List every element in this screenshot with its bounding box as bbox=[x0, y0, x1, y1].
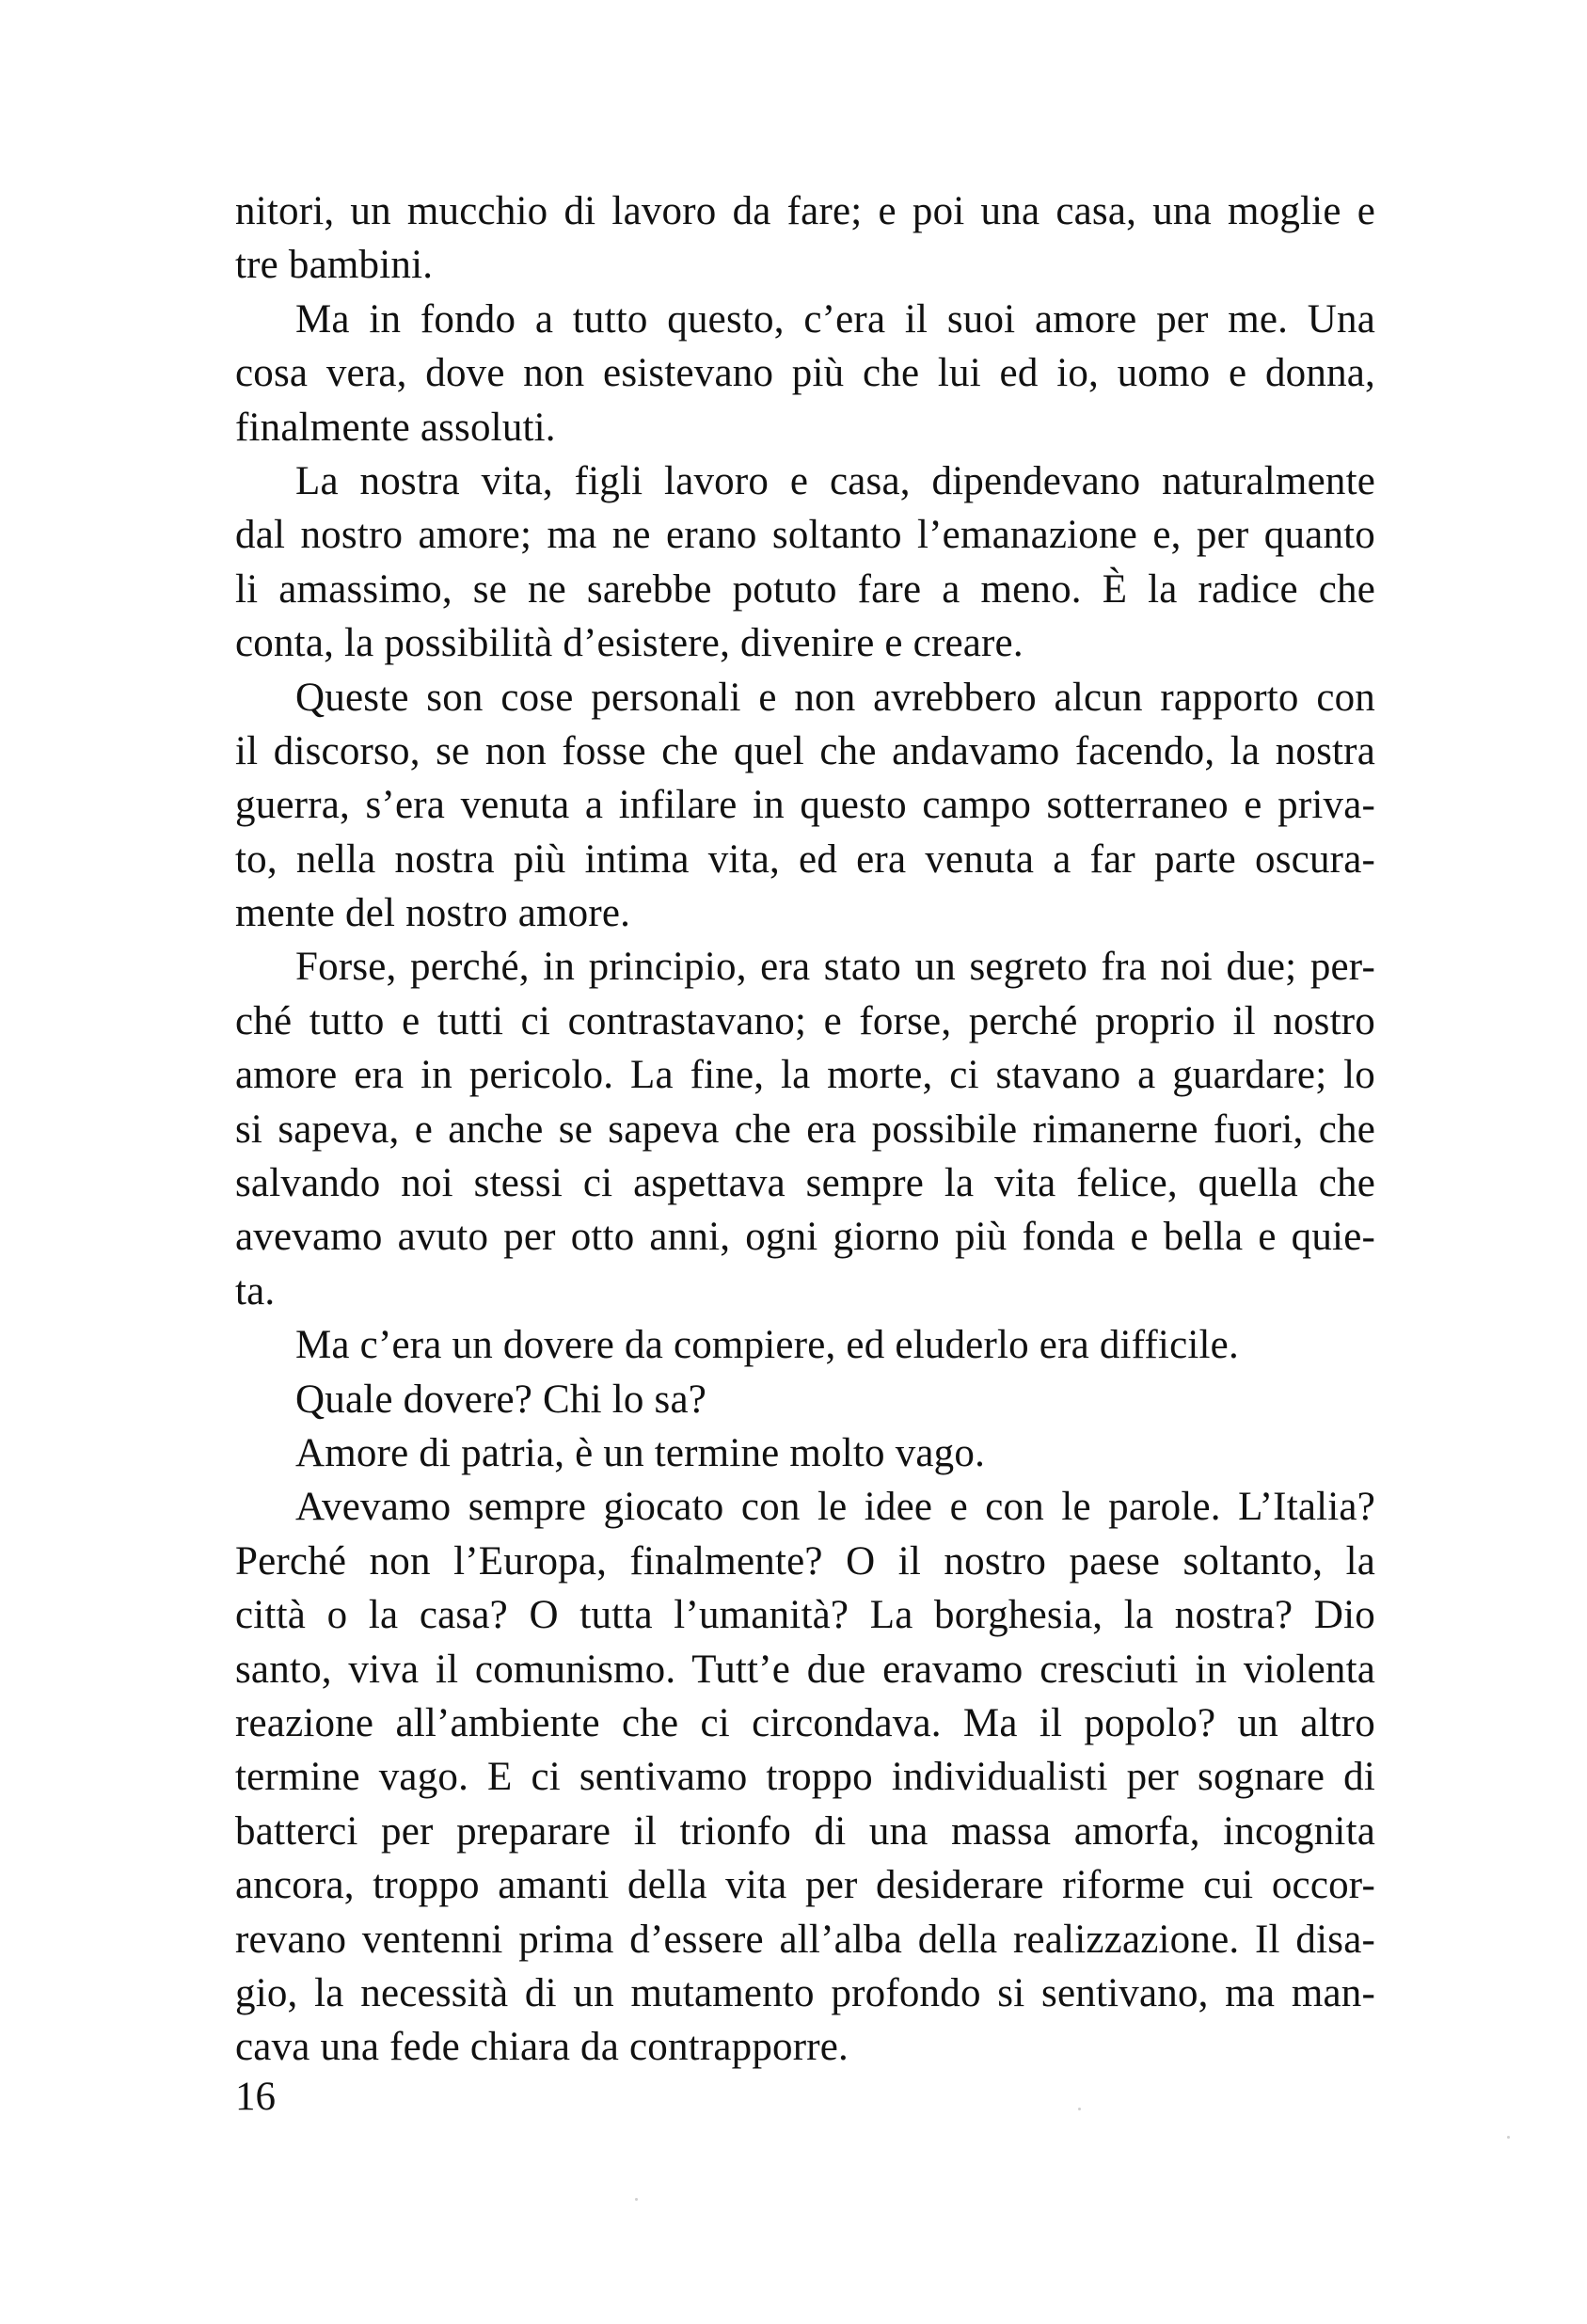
text-line: gio, la necessità di un mutamento profondo si sentivano, ma man- bbox=[235, 1970, 1375, 2015]
scan-speck bbox=[1507, 2136, 1510, 2139]
text-line: ancora, troppo amanti della vita per desiderare riforme cui occor- bbox=[235, 1863, 1375, 1908]
text-line: città o la casa? O tutta l’umanità? La borghesia, la nostra? Dio bbox=[235, 1593, 1375, 1638]
text-line: termine vago. E ci sentivamo troppo individualisti per sognare di bbox=[235, 1755, 1375, 1800]
text-line: cosa vera, dove non esistevano più che lui ed io, uomo e donna, bbox=[235, 351, 1375, 396]
text-line: Queste son cose personali e non avrebbero alcun rapporto con bbox=[295, 675, 1375, 720]
text-line: santo, viva il comunismo. Tutt’e due eravamo cresciuti in violenta bbox=[235, 1647, 1375, 1692]
text-line: salvando noi stessi ci aspettava sempre la vita felice, quella che bbox=[235, 1161, 1375, 1206]
text-line: reazione all’ambiente che ci circondava. Ma il popolo? un altro bbox=[235, 1700, 1375, 1745]
text-line: Forse, perché, in principio, era stato un segreto fra noi due; per- bbox=[295, 945, 1375, 990]
text-line: tre bambini. bbox=[235, 243, 434, 288]
text-line: Avevamo sempre giocato con le idee e con le parole. L’Italia? bbox=[295, 1485, 1375, 1530]
text-line: nitori, un mucchio di lavoro da fare; e poi una casa, una moglie e bbox=[235, 189, 1375, 233]
text-line: guerra, s’era venuta a infilare in questo campo sotterraneo e priva- bbox=[235, 783, 1375, 828]
text-line: Ma in fondo a tutto questo, c’era il suoi amore per me. Una bbox=[295, 296, 1375, 342]
text-line: cava una fede chiara da contrapporre. bbox=[235, 2025, 849, 2070]
text-line: ta. bbox=[235, 1268, 276, 1313]
body-text bbox=[235, 184, 1375, 2075]
text-line: li amassimo, se ne sarebbe potuto fare a meno. È la radice che bbox=[235, 566, 1375, 612]
text-line: Perché non l’Europa, finalmente? O il nostro paese soltanto, la bbox=[235, 1538, 1375, 1584]
scan-speck bbox=[1078, 2108, 1081, 2110]
text-line: amore era in pericolo. La fine, la morte, ci stavano a guardare; lo bbox=[235, 1053, 1375, 1098]
text-line: to, nella nostra più intima vita, ed era venuta a far parte oscura- bbox=[235, 836, 1375, 882]
text-line: avevamo avuto per otto anni, ogni giorno più fonda e bella e quie- bbox=[235, 1215, 1375, 1260]
text-line: Amore di patria, è un termine molto vago. bbox=[295, 1430, 986, 1475]
page-number: 16 bbox=[235, 2075, 276, 2119]
text-line: finalmente assoluti. bbox=[235, 405, 556, 450]
text-line: ché tutto e tutti ci contrastavano; e forse, perché proprio il nostro bbox=[235, 998, 1375, 1043]
text-line: revano ventenni prima d’essere all’alba della realizzazione. Il disa- bbox=[235, 1917, 1375, 1962]
scan-speck bbox=[635, 2198, 638, 2201]
text-line: mente del nostro amore. bbox=[235, 891, 631, 936]
text-line: dal nostro amore; ma ne erano soltanto l’emanazione e, per quanto bbox=[235, 513, 1375, 558]
text-line: Ma c’era un dovere da compiere, ed eluderlo era difficile. bbox=[295, 1323, 1239, 1368]
text-line: La nostra vita, figli lavoro e casa, dipendevano naturalmente bbox=[295, 458, 1375, 503]
text-line: si sapeva, e anche se sapeva che era possibile rimanerne fuori, che bbox=[235, 1106, 1375, 1152]
text-line: batterci per preparare il trionfo di una massa amorfa, incognita bbox=[235, 1808, 1375, 1854]
text-line: il discorso, se non fosse che quel che andavamo facendo, la nostra bbox=[235, 728, 1375, 773]
text-line: Quale dovere? Chi lo sa? bbox=[295, 1377, 707, 1422]
text-line: conta, la possibilità d’esistere, divenire e creare. bbox=[235, 621, 1024, 666]
